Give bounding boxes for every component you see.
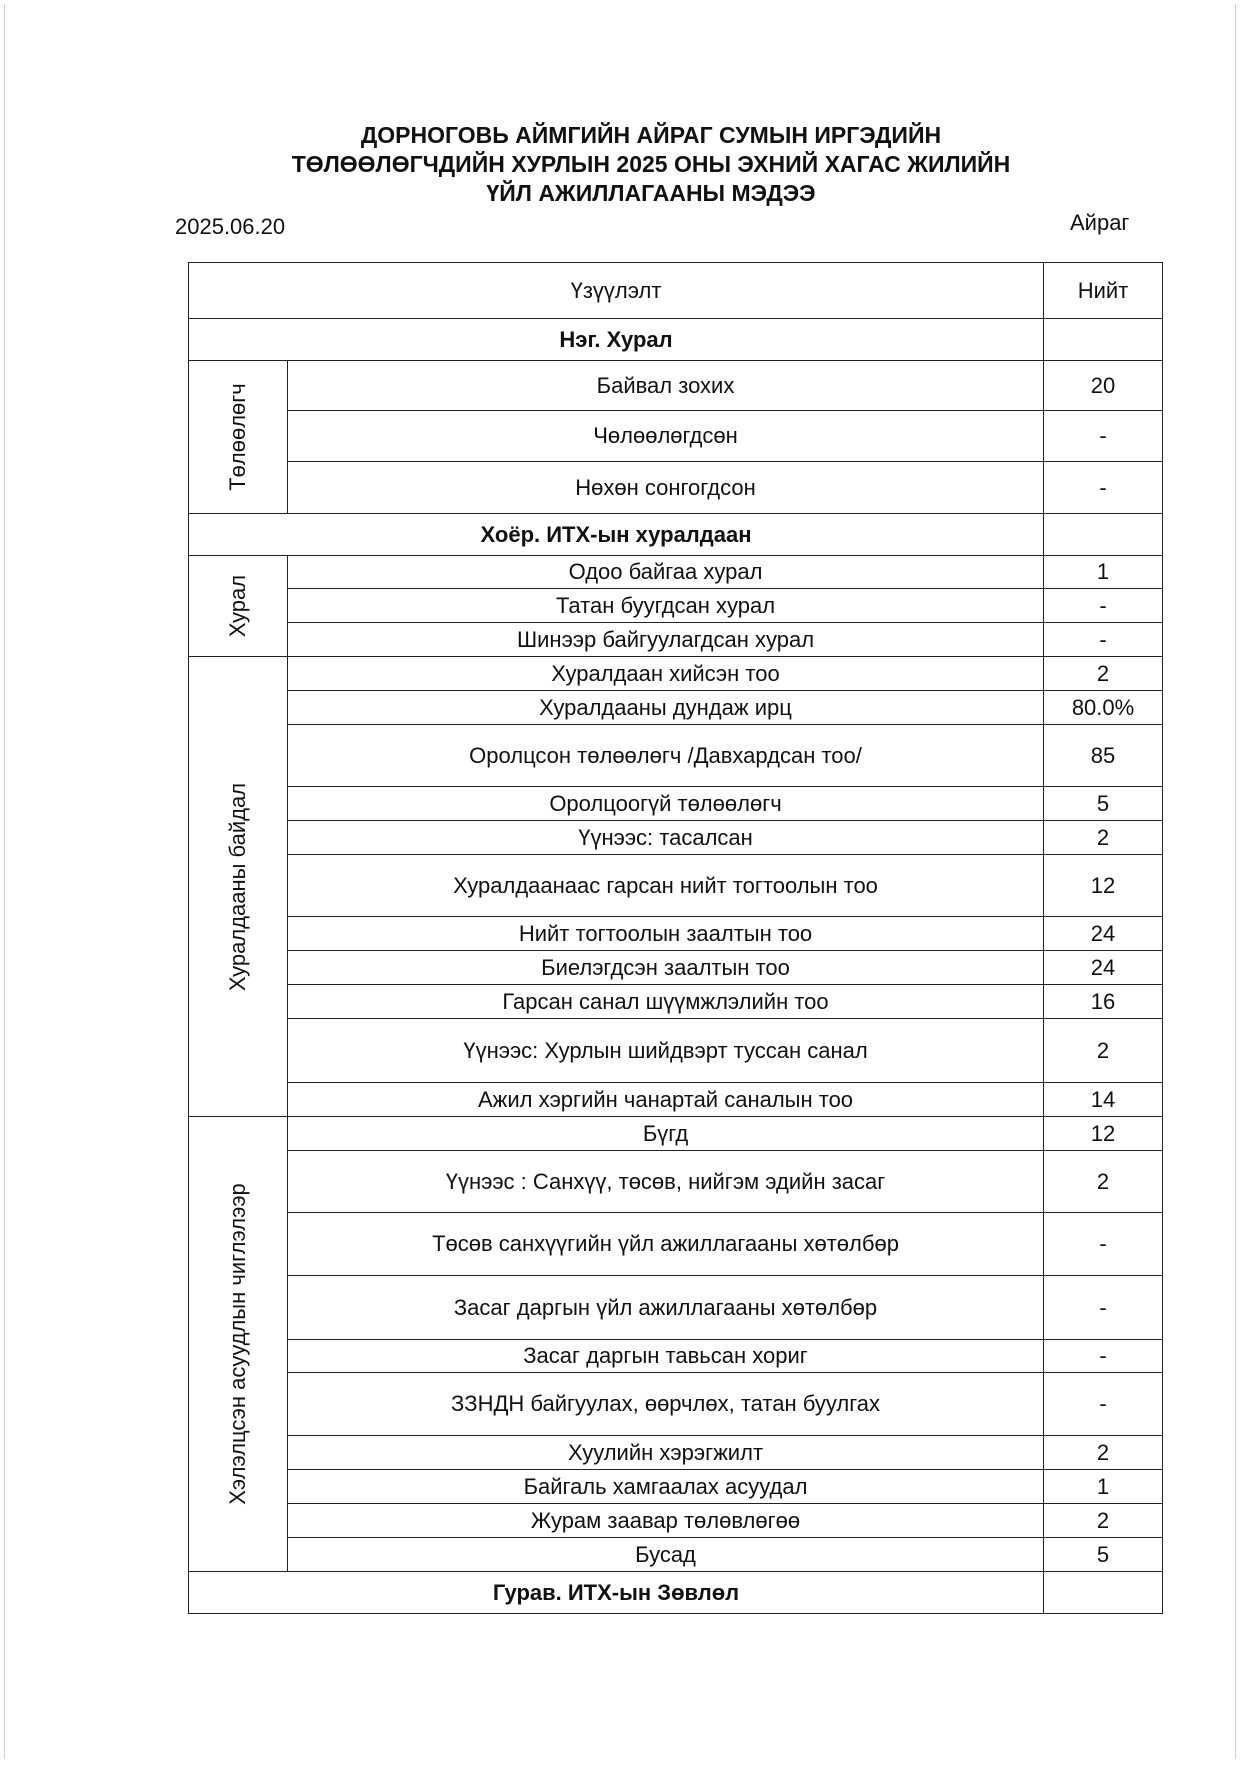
section-title-3: Гурав. ИТХ-ын Зөвлөл xyxy=(189,1572,1044,1614)
row-value: 2 xyxy=(1044,1019,1163,1083)
header-indicator: Үзүүлэлт xyxy=(189,263,1044,319)
row-value: 2 xyxy=(1044,1151,1163,1213)
table-row xyxy=(189,821,1163,855)
row-label: Хуралдаанаас гарсан нийт тогтоолын тоо xyxy=(288,855,1044,917)
table-row xyxy=(189,1470,1163,1504)
row-label: Хуралдааны дундаж ирц xyxy=(288,691,1044,725)
table-row xyxy=(189,589,1163,623)
row-value: - xyxy=(1044,589,1163,623)
group-label: Хурал xyxy=(225,574,250,638)
table-row xyxy=(189,657,1163,691)
row-label: Хуулийн хэрэгжилт xyxy=(288,1436,1044,1470)
table-row xyxy=(189,1373,1163,1436)
row-value: 5 xyxy=(1044,1538,1163,1572)
section-row xyxy=(189,319,1163,361)
row-label: Оролцсон төлөөлөгч /Давхардсан тоо/ xyxy=(288,725,1044,787)
table-row xyxy=(189,787,1163,821)
row-value: 1 xyxy=(1044,1470,1163,1504)
table-row xyxy=(189,1151,1163,1213)
row-value: - xyxy=(1044,1276,1163,1340)
group-label: Төлөөлөгч xyxy=(225,383,250,491)
row-value: - xyxy=(1044,462,1163,514)
table-row xyxy=(189,1117,1163,1151)
group-label: Хуралдааны байдал xyxy=(225,782,250,991)
title-line-3: ҮЙЛ АЖИЛЛАГААНЫ МЭДЭЭ xyxy=(486,180,816,206)
table-row xyxy=(189,1436,1163,1470)
row-value: 85 xyxy=(1044,725,1163,787)
table-row xyxy=(189,361,1163,411)
group-label-cell xyxy=(189,1117,288,1572)
group-label-cell xyxy=(189,361,288,514)
row-label: Биелэгдсэн заалтын тоо xyxy=(288,951,1044,985)
row-label: Бусад xyxy=(288,1538,1044,1572)
table-row xyxy=(189,691,1163,725)
row-value: 1 xyxy=(1044,556,1163,589)
table-row xyxy=(189,985,1163,1019)
row-label: ЗЗНДН байгуулах, өөрчлөх, татан буулгах xyxy=(288,1373,1044,1436)
row-value: - xyxy=(1044,1340,1163,1373)
table-row xyxy=(189,411,1163,462)
row-value: 2 xyxy=(1044,1436,1163,1470)
row-label: Байвал зохих xyxy=(288,361,1044,411)
row-label: Төсөв санхүүгийн үйл ажиллагааны хөтөлбөр xyxy=(288,1213,1044,1276)
row-value: - xyxy=(1044,1213,1163,1276)
row-value: 12 xyxy=(1044,1117,1163,1151)
group-label-cell xyxy=(189,657,288,1117)
row-value: 5 xyxy=(1044,787,1163,821)
row-label: Засаг даргын тавьсан хориг xyxy=(288,1340,1044,1373)
title-line-2: ТӨЛӨӨЛӨГЧДИЙН ХУРЛЫН 2025 ОНЫ ЭХНИЙ ХАГАС ЖИЛИЙН xyxy=(291,151,1011,177)
group-label-cell xyxy=(189,556,288,657)
row-label: Бүгд xyxy=(288,1117,1044,1151)
row-value: - xyxy=(1044,1373,1163,1436)
section-row xyxy=(189,514,1163,556)
document-title xyxy=(0,121,1242,208)
section-title-1: Нэг. Хурал xyxy=(189,319,1044,361)
row-value: 16 xyxy=(1044,985,1163,1019)
table-row xyxy=(189,917,1163,951)
table-row xyxy=(189,725,1163,787)
row-label: Нийт тогтоолын заалтын тоо xyxy=(288,917,1044,951)
row-label: Татан буугдсан хурал xyxy=(288,589,1044,623)
row-value: 20 xyxy=(1044,361,1163,411)
table-row xyxy=(189,1213,1163,1276)
row-value: - xyxy=(1044,411,1163,462)
row-label: Чөлөөлөгдсөн xyxy=(288,411,1044,462)
row-label: Оролцоогүй төлөөлөгч xyxy=(288,787,1044,821)
table-row xyxy=(189,1083,1163,1117)
header-total: Нийт xyxy=(1044,263,1163,319)
table-row xyxy=(189,556,1163,589)
table-row xyxy=(189,1019,1163,1083)
row-label: Байгаль хамгаалах асуудал xyxy=(288,1470,1044,1504)
row-label: Журам заавар төлөвлөгөө xyxy=(288,1504,1044,1538)
row-value: 2 xyxy=(1044,657,1163,691)
table-row xyxy=(189,623,1163,657)
row-label: Гарсан санал шүүмжлэлийн тоо xyxy=(288,985,1044,1019)
report-date: 2025.06.20 xyxy=(175,214,286,239)
table-row xyxy=(189,1340,1163,1373)
row-value: 24 xyxy=(1044,951,1163,985)
table-row xyxy=(189,951,1163,985)
table-header-row xyxy=(189,263,1163,319)
table-row xyxy=(189,1538,1163,1572)
row-value: 2 xyxy=(1044,1504,1163,1538)
table-row xyxy=(189,462,1163,514)
section-total-empty xyxy=(1044,514,1163,556)
row-label: Үүнээс: Хурлын шийдвэрт туссан санал xyxy=(288,1019,1044,1083)
row-label: Нөхөн сонгогдсон xyxy=(288,462,1044,514)
row-label: Одоо байгаа хурал xyxy=(288,556,1044,589)
report-table xyxy=(188,262,1163,1614)
row-value: 2 xyxy=(1044,821,1163,855)
row-label: Хуралдаан хийсэн тоо xyxy=(288,657,1044,691)
group-label: Хэлэлцсэн асуудлын чиглэлээр xyxy=(225,1183,250,1505)
row-value: 14 xyxy=(1044,1083,1163,1117)
row-label: Үүнээс: тасалсан xyxy=(288,821,1044,855)
table-row xyxy=(189,1504,1163,1538)
report-place: Айраг xyxy=(1070,210,1130,235)
row-label: Засаг даргын үйл ажиллагааны хөтөлбөр xyxy=(288,1276,1044,1340)
table-row xyxy=(189,1276,1163,1340)
row-value: 24 xyxy=(1044,917,1163,951)
section-total-empty xyxy=(1044,319,1163,361)
row-label: Ажил хэргийн чанартай саналын тоо xyxy=(288,1083,1044,1117)
row-label: Шинээр байгуулагдсан хурал xyxy=(288,623,1044,657)
section-title-2: Хоёр. ИТХ-ын хуралдаан xyxy=(189,514,1044,556)
section-total-empty xyxy=(1044,1572,1163,1614)
section-row xyxy=(189,1572,1163,1614)
row-label: Үүнээс : Санхүү, төсөв, нийгэм эдийн засаг xyxy=(288,1151,1044,1213)
table-row xyxy=(189,855,1163,917)
title-line-1: ДОРНОГОВЬ АЙМГИЙН АЙРАГ СУМЫН ИРГЭДИЙН xyxy=(360,122,942,148)
row-value: 80.0% xyxy=(1044,691,1163,725)
row-value: - xyxy=(1044,623,1163,657)
row-value: 12 xyxy=(1044,855,1163,917)
